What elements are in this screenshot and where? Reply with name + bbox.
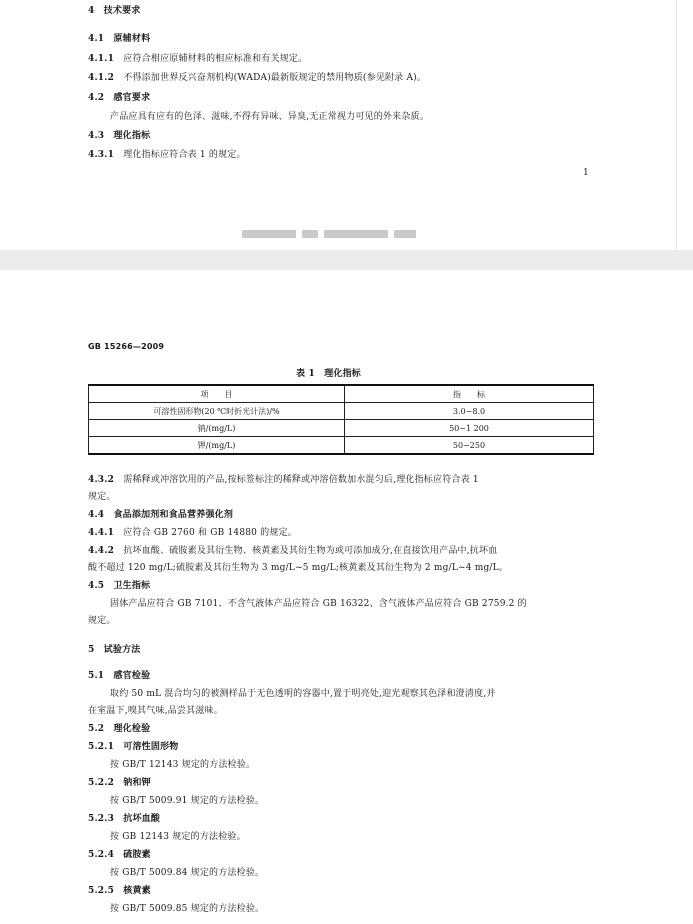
section-4-1-heading: 4.1 原辅材料 (88, 34, 151, 44)
table-cell-value: 3.0~8.0 (345, 403, 594, 420)
section-5-2-heading: 5.2 理化检验 (88, 724, 151, 734)
section-5-2-3-heading: 5.2.3 抗坏血酸 (88, 814, 161, 824)
table-row (89, 403, 594, 420)
paragraph-5-2-4: 按 GB/T 5009.84 规定的方法检验。 (110, 868, 265, 878)
table-header-item: 项 目 (89, 385, 345, 403)
paragraph-5-1: 取约 50 mL 混合均匀的被测样品于无色透明的容器中,置于明亮处,迎光观察其色泽和澄清度,并 (110, 689, 496, 699)
paragraph-5-2-5: 按 GB/T 5009.85 规定的方法检验。 (110, 904, 265, 914)
table-row (89, 420, 594, 437)
paragraph-5-2-2: 按 GB/T 5009.91 规定的方法检验。 (110, 796, 265, 806)
clause-4-4-2: 4.4.2 抗坏血酸、硫胺素及其衍生物、核黄素及其衍生物为或可添加成分,在直接饮用产品中,抗坏血 (88, 546, 498, 556)
clause-4-1-2: 4.1.2 不得添加世界反兴奋剂机构(WADA)最新版规定的禁用物质(参见附录 A)。 (88, 73, 427, 83)
section-5-heading: 5 试验方法 (88, 645, 141, 655)
section-5-2-1-heading: 5.2.1 可溶性固形物 (88, 742, 179, 752)
table-cell-item: 可溶性固形物(20 ℃时折光计法)/% (89, 403, 345, 420)
paragraph-4-5: 固体产品应符合 GB 7101、不含气液体产品应符合 GB 16322、含气液体产品应符合 GB 2759.2 的 (110, 599, 527, 609)
blurred-footer-watermark (242, 228, 432, 240)
table-title: 表 1 理化指标 (296, 369, 361, 379)
page-number: 1 (583, 168, 589, 178)
paragraph-5-1-cont: 在室温下,嗅其气味,品尝其滋味。 (88, 706, 223, 716)
section-4-heading: 4 技术要求 (88, 6, 141, 16)
document-header: GB 15266—2009 (88, 342, 165, 351)
physicochemical-table (88, 384, 594, 455)
section-4-4-heading: 4.4 食品添加剂和食品营养强化剂 (88, 510, 234, 520)
table-header-value: 指 标 (345, 385, 594, 403)
clause-4-3-1: 4.3.1 理化指标应符合表 1 的规定。 (88, 150, 246, 160)
table-cell-value: 50~1 200 (345, 420, 594, 437)
table-cell-item: 钾/(mg/L) (89, 437, 345, 455)
table-row (89, 437, 594, 455)
table-cell-item: 钠/(mg/L) (89, 420, 345, 437)
table-cell-value: 50~250 (345, 437, 594, 455)
paragraph-4-2: 产品应具有应有的色泽、滋味,不得有异味、异臭,无正常视力可见的外来杂质。 (110, 112, 429, 122)
section-4-2-heading: 4.2 感官要求 (88, 93, 151, 103)
paragraph-5-2-1: 按 GB/T 12143 规定的方法检验。 (110, 760, 256, 770)
paragraph-5-2-3: 按 GB 12143 规定的方法检验。 (110, 832, 246, 842)
clause-4-3-2: 4.3.2 需稀释或冲溶饮用的产品,按标签标注的稀释或冲溶倍数加水混匀后,理化指标应符合表 1 (88, 475, 479, 485)
section-5-2-4-heading: 5.2.4 硫胺素 (88, 850, 151, 860)
section-4-5-heading: 4.5 卫生指标 (88, 581, 151, 591)
section-5-2-2-heading: 5.2.2 钠和钾 (88, 778, 151, 788)
page-gap (0, 250, 693, 270)
paragraph-4-5-cont: 规定。 (88, 616, 116, 626)
clause-4-4-2-cont: 酸不超过 120 mg/L;硫胺素及其衍生物为 3 mg/L~5 mg/L;核黄素及其衍生物为 2 mg/L~4 mg/L。 (88, 563, 509, 573)
table-header-row (89, 385, 594, 403)
clause-4-3-2-cont: 规定。 (88, 492, 116, 502)
section-4-3-heading: 4.3 理化指标 (88, 131, 151, 141)
section-5-2-5-heading: 5.2.5 核黄素 (88, 886, 151, 896)
section-5-1-heading: 5.1 感官检验 (88, 671, 151, 681)
clause-4-1-1: 4.1.1 应符合相应原辅材料的相应标准和有关规定。 (88, 54, 308, 64)
clause-4-4-1: 4.4.1 应符合 GB 2760 和 GB 14880 的规定。 (88, 528, 297, 538)
